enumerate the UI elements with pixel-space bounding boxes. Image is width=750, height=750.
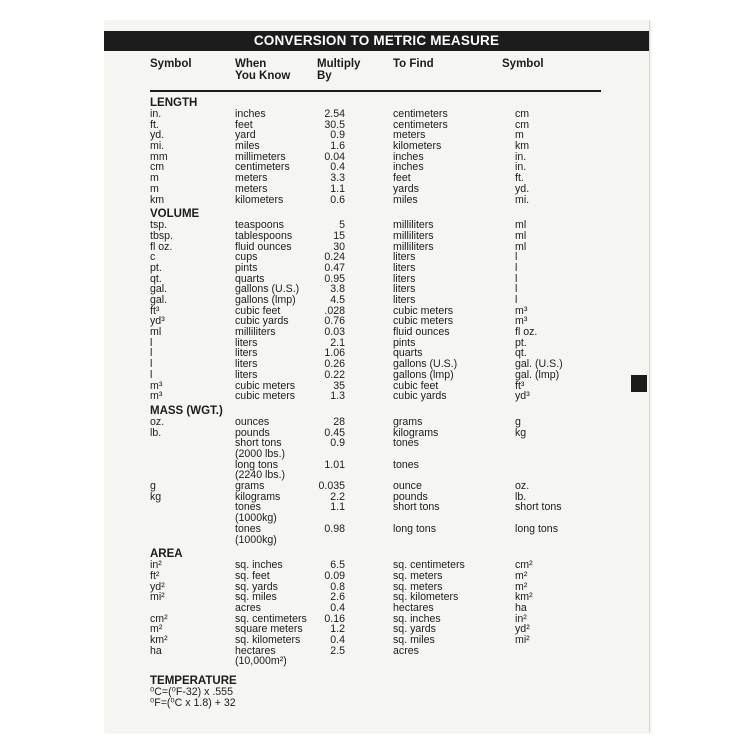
row-to-find: yards <box>393 182 419 195</box>
row-result-symbol: m³ <box>515 304 528 317</box>
row-to-find: kilometers <box>393 140 442 153</box>
table-row <box>0 295 750 306</box>
row-when-you-know: tablespoons <box>235 229 293 242</box>
row-multiply-by: 0.8 <box>330 580 345 593</box>
table-row <box>0 195 750 206</box>
row-to-find: milliliters <box>393 240 434 253</box>
table-row <box>0 220 750 231</box>
row-result-symbol: gal. (U.S.) <box>515 358 563 371</box>
table-row <box>0 370 750 381</box>
row-when-you-know: sq. centimeters <box>235 612 307 625</box>
row-to-find: cubic feet <box>393 379 439 392</box>
row-symbol: l <box>150 336 153 349</box>
row-multiply-by: 0.45 <box>324 426 345 439</box>
row-multiply-by: 0.95 <box>324 272 345 285</box>
page-title: CONVERSION TO METRIC MEASURE <box>104 31 649 51</box>
row-when-you-know: ounces <box>235 415 270 428</box>
table-row <box>0 338 750 349</box>
row-when-you-know: gallons (lmp) <box>235 294 296 306</box>
row-when-you-know: sq. feet <box>235 569 270 582</box>
row-multiply-by: 0.22 <box>324 368 345 381</box>
row-multiply-by: 30 <box>333 240 345 253</box>
table-row <box>0 173 750 184</box>
row-result-symbol: yd³ <box>515 390 530 403</box>
temperature-formula: ⁰C=(⁰F-32) x .555 <box>150 686 233 699</box>
header-to-find: To Find <box>393 58 434 70</box>
row-result-symbol: yd. <box>515 182 530 195</box>
row-when-you-know: meters <box>235 172 268 185</box>
row-when-you-know: feet <box>235 118 253 131</box>
table-row <box>0 560 750 571</box>
row-to-find: kilograms <box>393 426 439 439</box>
row-symbol: km <box>150 193 165 206</box>
temperature-title: TEMPERATURE <box>150 675 237 688</box>
row-symbol: tbsp. <box>150 229 173 242</box>
row-to-find: sq. miles <box>393 634 435 646</box>
row-when-you-know: square meters <box>235 623 303 636</box>
row-to-find: liters <box>393 251 416 264</box>
table-row <box>0 524 750 545</box>
row-result-symbol: kg <box>515 426 527 439</box>
row-result-symbol: g <box>515 415 521 428</box>
table-row <box>0 120 750 131</box>
row-result-symbol: km <box>515 140 530 153</box>
row-when-you-know: long tons (2240 lbs.) <box>235 458 286 482</box>
row-when-you-know: liters <box>235 336 258 349</box>
row-symbol: l <box>150 358 153 371</box>
row-symbol: qt. <box>150 272 162 285</box>
row-to-find: hectares <box>393 601 434 614</box>
table-row <box>0 460 750 481</box>
row-result-symbol: in. <box>515 150 527 163</box>
row-to-find: cubic meters <box>393 315 454 328</box>
row-result-symbol: cm² <box>515 559 533 572</box>
table-row <box>0 481 750 492</box>
row-when-you-know: centimeters <box>235 161 290 174</box>
row-multiply-by: 5 <box>339 219 345 232</box>
table-row <box>0 348 750 359</box>
row-when-you-know: sq. miles <box>235 591 277 604</box>
table-row <box>0 603 750 614</box>
row-when-you-know: cubic feet <box>235 304 281 317</box>
row-to-find: sq. meters <box>393 569 443 582</box>
row-to-find: tones <box>393 458 419 471</box>
row-to-find: sq. kilometers <box>393 591 459 604</box>
row-when-you-know: grams <box>235 480 265 493</box>
table-row <box>0 492 750 503</box>
row-result-symbol: km² <box>515 591 533 604</box>
row-result-symbol: qt. <box>515 347 527 360</box>
row-multiply-by: 1.3 <box>330 390 345 403</box>
row-result-symbol: in. <box>515 161 527 174</box>
row-multiply-by: 0.035 <box>318 480 345 493</box>
row-when-you-know: liters <box>235 358 258 371</box>
table-row <box>0 592 750 603</box>
section-title: MASS (WGT.) <box>150 404 223 417</box>
section-title: VOLUME <box>150 208 200 221</box>
table-row <box>0 130 750 141</box>
row-multiply-by: 0.4 <box>330 634 345 646</box>
row-to-find: gallons (lmp) <box>393 368 454 381</box>
row-when-you-know: sq. kilometers <box>235 634 301 646</box>
row-when-you-know: sq. inches <box>235 559 283 572</box>
row-result-symbol: ft³ <box>515 379 525 392</box>
row-symbol: m³ <box>150 379 163 392</box>
row-symbol: mi² <box>150 591 165 604</box>
row-to-find: ounce <box>393 480 422 493</box>
temperature-formula: ⁰F=(⁰C x 1.8) + 32 <box>150 696 236 709</box>
row-symbol: mm <box>150 150 168 163</box>
row-result-symbol: m <box>515 129 524 142</box>
row-result-symbol: short tons <box>515 501 562 514</box>
table-row <box>0 284 750 295</box>
row-symbol: km² <box>150 634 168 646</box>
row-multiply-by: 0.4 <box>330 601 345 614</box>
row-result-symbol: cm <box>515 108 530 120</box>
row-multiply-by: 2.6 <box>330 591 345 604</box>
row-result-symbol: fl oz. <box>515 326 538 339</box>
row-to-find: sq. meters <box>393 580 443 593</box>
row-symbol: l <box>150 347 153 360</box>
table-row <box>0 646 750 667</box>
row-multiply-by: 2.54 <box>324 108 345 120</box>
row-symbol: pt. <box>150 261 162 274</box>
table-row <box>0 502 750 523</box>
row-to-find: cubic meters <box>393 304 454 317</box>
table-row <box>0 359 750 370</box>
row-to-find: sq. inches <box>393 612 441 625</box>
row-symbol: lb. <box>150 426 162 439</box>
row-to-find: liters <box>393 283 416 296</box>
row-to-find: long tons <box>393 522 436 535</box>
row-result-symbol: in² <box>515 612 527 625</box>
row-when-you-know: teaspoons <box>235 219 284 232</box>
row-symbol: l <box>150 368 153 381</box>
row-multiply-by: 0.24 <box>324 251 345 264</box>
row-to-find: fluid ounces <box>393 326 450 339</box>
table-row <box>0 582 750 593</box>
table-row <box>0 417 750 428</box>
row-when-you-know: inches <box>235 108 266 120</box>
row-result-symbol: oz. <box>515 480 530 493</box>
row-multiply-by: 1.01 <box>324 458 345 471</box>
row-multiply-by: 6.5 <box>330 559 345 572</box>
row-result-symbol: mi. <box>515 193 530 206</box>
row-result-symbol: m³ <box>515 315 528 328</box>
row-multiply-by: 0.09 <box>324 569 345 582</box>
row-to-find: pints <box>393 336 416 349</box>
row-symbol: yd. <box>150 129 165 142</box>
table-row <box>0 438 750 459</box>
row-multiply-by: 0.9 <box>330 437 345 450</box>
row-symbol: gal. <box>150 294 168 306</box>
row-multiply-by: 0.03 <box>324 326 345 339</box>
row-to-find: cubic yards <box>393 390 447 403</box>
row-symbol: yd² <box>150 580 165 593</box>
row-to-find: inches <box>393 150 424 163</box>
row-symbol: g <box>150 480 156 493</box>
row-symbol: ft³ <box>150 304 160 317</box>
row-to-find: centimeters <box>393 108 448 120</box>
header-symbol-result: Symbol <box>502 58 544 70</box>
row-to-find: liters <box>393 272 416 285</box>
row-when-you-know: miles <box>235 140 260 153</box>
row-to-find: liters <box>393 294 416 306</box>
row-to-find: meters <box>393 129 426 142</box>
row-to-find: sq. yards <box>393 623 436 636</box>
row-symbol: yd³ <box>150 315 165 328</box>
row-when-you-know: quarts <box>235 272 265 285</box>
row-symbol: m <box>150 172 159 185</box>
row-result-symbol: ml <box>515 240 527 253</box>
row-multiply-by: 1.2 <box>330 623 345 636</box>
row-symbol: ml <box>150 326 162 339</box>
row-result-symbol: ha <box>515 601 527 614</box>
table-row <box>0 184 750 195</box>
row-symbol: m³ <box>150 390 163 403</box>
table-row <box>0 327 750 338</box>
row-result-symbol: pt. <box>515 336 527 349</box>
table-row <box>0 316 750 327</box>
row-result-symbol: m² <box>515 580 528 593</box>
row-multiply-by: 15 <box>333 229 345 242</box>
table-row <box>0 571 750 582</box>
table-row <box>0 391 750 402</box>
table-row <box>0 274 750 285</box>
row-to-find: short tons <box>393 501 440 514</box>
row-multiply-by: 3.8 <box>330 283 345 296</box>
row-symbol: c <box>150 251 156 264</box>
table-row <box>0 428 750 439</box>
row-symbol: ha <box>150 644 162 657</box>
row-symbol: kg <box>150 490 162 503</box>
row-result-symbol: l <box>515 283 518 296</box>
row-when-you-know: short tons (2000 lbs.) <box>235 437 286 460</box>
row-when-you-know: liters <box>235 368 258 381</box>
row-result-symbol: l <box>515 261 518 274</box>
row-when-you-know: meters <box>235 182 268 195</box>
row-result-symbol: yd² <box>515 623 530 636</box>
row-multiply-by: 0.9 <box>330 129 345 142</box>
row-when-you-know: milliliters <box>235 326 276 339</box>
row-result-symbol: l <box>515 251 518 264</box>
row-symbol: cm <box>150 161 165 174</box>
row-to-find: miles <box>393 193 418 206</box>
row-multiply-by: 1.06 <box>324 347 345 360</box>
row-result-symbol: cm <box>515 118 530 131</box>
row-multiply-by: .028 <box>324 304 345 317</box>
row-multiply-by: 0.76 <box>324 315 345 328</box>
row-multiply-by: 1.6 <box>330 140 345 153</box>
row-when-you-know: kilometers <box>235 193 284 206</box>
table-row <box>0 109 750 120</box>
row-when-you-know: fluid ounces <box>235 240 292 253</box>
row-when-you-know: millimeters <box>235 150 286 163</box>
table-row <box>0 263 750 274</box>
row-multiply-by: 0.47 <box>324 261 345 274</box>
row-to-find: acres <box>393 644 419 657</box>
row-result-symbol: l <box>515 294 518 306</box>
row-to-find: milliliters <box>393 229 434 242</box>
row-result-symbol: lb. <box>515 490 527 503</box>
row-when-you-know: cups <box>235 251 258 264</box>
row-multiply-by: 30.5 <box>324 118 345 131</box>
row-when-you-know: tones (1000kg) <box>235 522 277 546</box>
row-result-symbol: ft. <box>515 172 524 185</box>
row-multiply-by: 4.5 <box>330 294 345 306</box>
table-row <box>0 252 750 263</box>
row-when-you-know: tones (1000kg) <box>235 501 277 525</box>
header-divider <box>150 90 601 92</box>
row-multiply-by: 2.1 <box>330 336 345 349</box>
row-when-you-know: pounds <box>235 426 270 439</box>
row-symbol: ft. <box>150 118 159 131</box>
header-when-you-know: When You Know <box>235 58 291 82</box>
row-symbol: gal. <box>150 283 168 296</box>
table-row <box>0 141 750 152</box>
table-row <box>0 162 750 173</box>
row-to-find: sq. centimeters <box>393 559 465 572</box>
row-when-you-know: acres <box>235 601 261 614</box>
row-symbol: oz. <box>150 415 165 428</box>
row-result-symbol: m² <box>515 569 528 582</box>
row-when-you-know: yard <box>235 129 256 142</box>
row-result-symbol: mi² <box>515 634 530 646</box>
row-to-find: feet <box>393 172 411 185</box>
row-symbol: in. <box>150 108 162 120</box>
section-title: AREA <box>150 548 183 561</box>
row-to-find: inches <box>393 161 424 174</box>
row-multiply-by: 0.98 <box>324 522 345 535</box>
row-multiply-by: 28 <box>333 415 345 428</box>
row-multiply-by: 0.6 <box>330 193 345 206</box>
table-row <box>0 306 750 317</box>
row-multiply-by: 3.3 <box>330 172 345 185</box>
row-when-you-know: cubic meters <box>235 390 296 403</box>
row-multiply-by: 0.16 <box>324 612 345 625</box>
row-to-find: liters <box>393 261 416 274</box>
row-symbol: ft² <box>150 569 160 582</box>
table-row <box>0 242 750 253</box>
row-result-symbol: ml <box>515 229 527 242</box>
row-to-find: gallons (U.S.) <box>393 358 458 371</box>
row-to-find: grams <box>393 415 423 428</box>
row-to-find: tones <box>393 437 419 450</box>
row-multiply-by: 0.4 <box>330 161 345 174</box>
section-title: LENGTH <box>150 97 198 109</box>
table-row <box>0 381 750 392</box>
row-multiply-by: 0.04 <box>324 150 345 163</box>
table-row <box>0 624 750 635</box>
row-to-find: pounds <box>393 490 428 503</box>
row-multiply-by: 1.1 <box>330 182 345 195</box>
row-when-you-know: cubic yards <box>235 315 289 328</box>
row-result-symbol: long tons <box>515 522 558 535</box>
row-symbol: mi. <box>150 140 165 153</box>
header-multiply-by: Multiply By <box>317 58 361 82</box>
row-symbol: m <box>150 182 159 195</box>
table-row <box>0 614 750 625</box>
row-result-symbol: ml <box>515 219 527 232</box>
row-to-find: quarts <box>393 347 423 360</box>
row-when-you-know: cubic meters <box>235 379 296 392</box>
conversion-table <box>0 97 750 708</box>
row-symbol: in² <box>150 559 162 572</box>
table-row <box>0 635 750 646</box>
table-row <box>0 152 750 163</box>
row-symbol: m² <box>150 623 163 636</box>
row-to-find: centimeters <box>393 118 448 131</box>
row-result-symbol: l <box>515 272 518 285</box>
row-multiply-by: 2.2 <box>330 490 345 503</box>
row-multiply-by: 35 <box>333 379 345 392</box>
row-symbol: tsp. <box>150 219 168 232</box>
row-when-you-know: liters <box>235 347 258 360</box>
row-when-you-know: sq. yards <box>235 580 278 593</box>
row-result-symbol: gal. (lmp) <box>515 368 560 381</box>
row-when-you-know: pints <box>235 261 258 274</box>
row-when-you-know: kilograms <box>235 490 281 503</box>
row-multiply-by: 2.5 <box>330 644 345 657</box>
row-symbol: cm² <box>150 612 168 625</box>
row-when-you-know: hectares (10,000m²) <box>235 644 287 668</box>
row-when-you-know: gallons (U.S.) <box>235 283 300 296</box>
row-multiply-by: 1.1 <box>330 501 345 514</box>
table-row <box>0 231 750 242</box>
row-multiply-by: 0.26 <box>324 358 345 371</box>
header-symbol: Symbol <box>150 58 192 70</box>
row-to-find: milliliters <box>393 219 434 232</box>
row-symbol: fl oz. <box>150 240 173 253</box>
